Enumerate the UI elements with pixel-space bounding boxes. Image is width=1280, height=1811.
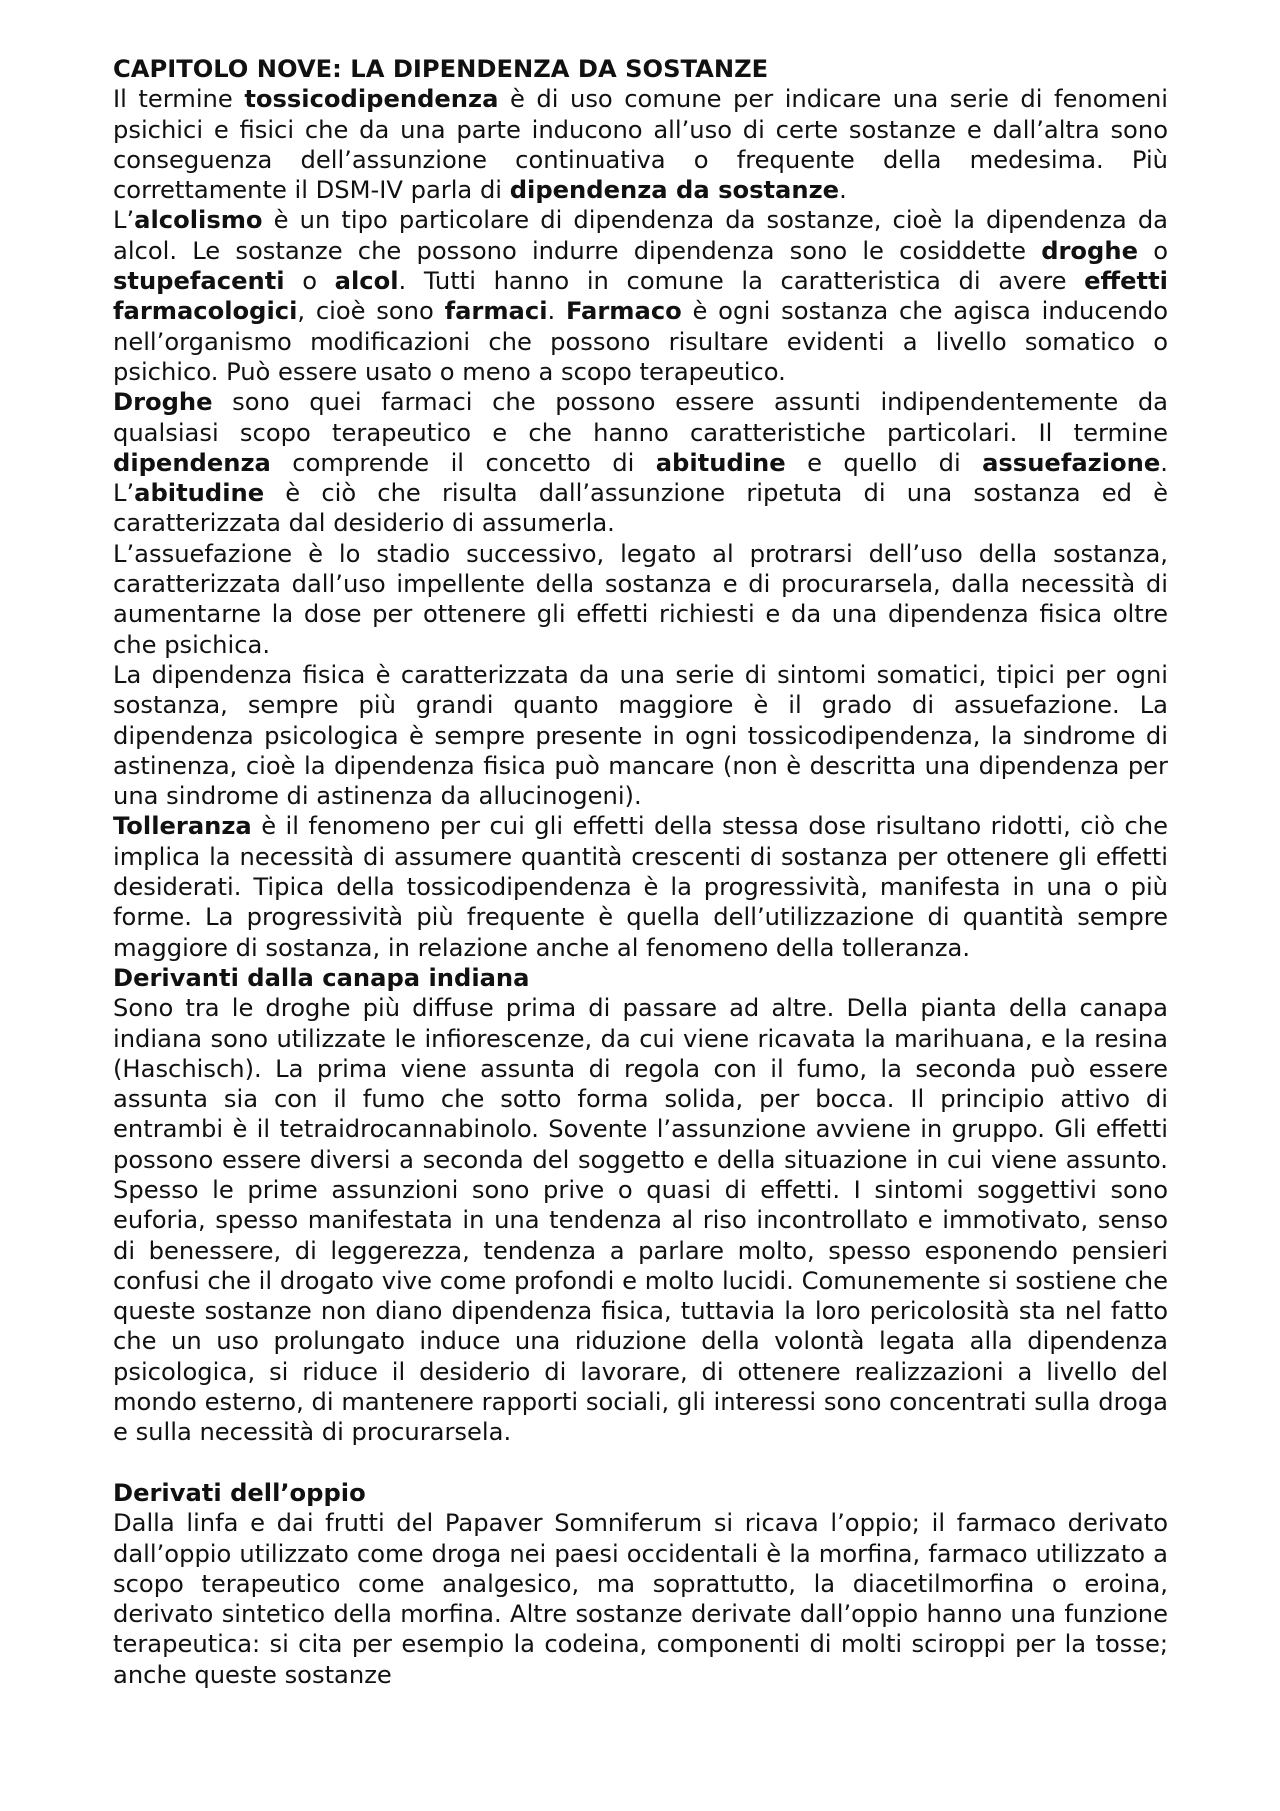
bold-term: Tolleranza [113,812,252,841]
paragraph-droghe [113,387,1168,538]
text-span: è il fenomeno per cui gli effetti della stessa dose risultano ridotti, ciò che implica la necessità di assumere quantità crescenti di sostanza per ottenere gli effetti desiderati. Tipica della tossicodipendenza è la progressività, manifesta in una o più forme. La progressività più frequente è quella dell’utilizzazione di quantità sempre maggiore di sostanza, in relazione anche al fenomeno della tolleranza. [113,812,1168,962]
text-span: o [1138,236,1168,265]
paragraph-oppio: Dalla linfa e dai frutti del Papaver Somniferum si ricava l’oppio; il farmaco derivato dall’oppio utilizzato come droga nei paesi occidentali è la morfina, farmaco utilizzato a scopo terapeutico come analgesico, ma soprattutto, la diacetilmorfina o eroina, derivato sintetico della morfina. Altre sostanze derivate dall’oppio hanno una funzione terapeutica: si cita per esempio la codeina, componenti di molti sciroppi per la tosse; anche queste sostanze [113,1509,1168,1689]
text-span: , cioè sono [297,297,445,326]
bold-term: alcol [334,267,399,296]
text-span: . [839,176,847,205]
text-span: e quello di [785,448,983,477]
text-span: . [547,297,566,326]
bold-term: effetti farmacologici [113,267,1168,326]
bold-term: dipendenza da sostanze [509,176,840,205]
bold-term: dipendenza [113,448,271,477]
bold-term: tossicodipendenza [244,85,499,114]
bold-term: abitudine [655,448,786,477]
bold-term: alcolismo [134,206,263,235]
text-span: comprende il concetto di [270,448,656,477]
blank-line [113,1448,1168,1478]
paragraph-tolleranza [113,811,1168,962]
paragraph-dipendenza-fisica: La dipendenza fisica è caratterizzata da una serie di sintomi somatici, tipici per ogni sostanza, sempre più grandi quanto maggiore è il grado di assuefazione. La dipendenza psicologica è sempre presente in ogni tossicodipendenza, la sindrome di astinenza, cioè la dipendenza fisica può mancare (non è descritta una dipendenza per una sindrome di astinenza da allucinogeni). [113,660,1168,811]
text-span: . L’ [113,448,1168,508]
paragraph-tossicodipendenza [113,84,1168,205]
paragraph-canapa: Sono tra le droghe più diffuse prima di passare ad altre. Della pianta della canapa indiana sono utilizzate le infiorescenze, da cui viene ricavata la marihuana, e la resina (Haschisch). La prima viene assunta di regola con il fumo, la seconda può essere assunta sia con il fumo che sotto forma solida, per bocca. Il principio attivo di entrambi è il tetraidrocannabinolo. Sovente l’assunzione avviene in gruppo. Gli effetti possono essere diversi a seconda del soggetto e della situazione in cui viene assunto. Spesso le prime assunzioni sono prive o quasi di effetti. I sintomi soggettivi sono euforia, spesso manifestata in una tendenza al riso incontrollato e immotivato, senso di benessere, di leggerezza, tendenza a parlare molto, spesso esponendo pensieri confusi che il drogato vive come profondi e molto lucidi. Comunemente si sostiene che queste sostanze non diano dipendenza fisica, tuttavia la loro pericolosità sta nel fatto che un uso prolungato induce una riduzione della volontà legata alla dipendenza psicologica, si riduce il desiderio di lavorare, di ottenere realizzazioni a livello del mondo esterno, di mantenere rapporti sociali, gli interessi sono concentrati sulla droga e sulla necessità di procurarsela. [113,994,1168,1447]
bold-term: abitudine [134,479,265,508]
text-span: Il termine [113,85,245,114]
text-span: L’ [113,206,135,235]
text-span: sono quei farmaci che possono essere assunti indipendentemente da qualsiasi scopo terapeutico e che hanno caratteristiche particolari. Il termine [113,388,1168,447]
paragraph-alcolismo [113,205,1168,387]
bold-term: Farmaco [565,297,682,326]
bold-term: Droghe [113,388,213,417]
bold-term: stupefacenti [113,267,285,296]
text-span: è ciò che risulta dall’assunzione ripetuta di una sostanza ed è caratterizzata dal desiderio di assumerla. [113,479,1168,538]
section-heading-oppio: Derivati dell’oppio [113,1478,366,1507]
chapter-title: CAPITOLO NOVE: LA DIPENDENZA DA SOSTANZE [113,55,769,83]
bold-term: farmaci [444,297,548,326]
bold-term: droghe [1041,236,1138,265]
bold-term: assuefazione [982,448,1161,477]
paragraph-assuefazione: L’assuefazione è lo stadio successivo, legato al protrarsi dell’uso della sostanza, caratterizzata dall’uso impellente della sostanza e di procurarsela, dalla necessità di aumentarne la dose per ottenere gli effetti richiesti e da una dipendenza fisica oltre che psichica. [113,539,1168,659]
text-span: è ogni sostanza che agisca inducendo nell’organismo modificazioni che possono risultare evidenti a livello somatico o psichico. Può essere usato o meno a scopo terapeutico. [113,297,1168,386]
text-span: è un tipo particolare di dipendenza da sostanze, cioè la dipendenza da alcol. Le sostanze che possono indurre dipendenza sono le cosiddette [113,206,1168,265]
text-span: è di uso comune per indicare una serie di fenomeni psichici e fisici che da una parte inducono all’uso di certe sostanze e dall’altra sono conseguenza dell’assunzione continuativa o frequente della medesima. Più correttamente il DSM-IV parla di [113,85,1168,205]
section-heading-canapa: Derivanti dalla canapa indiana [113,963,530,992]
text-span: . Tutti hanno in comune la caratteristica di avere [398,267,1085,296]
document-page [113,54,1168,1690]
text-span: o [284,267,335,296]
